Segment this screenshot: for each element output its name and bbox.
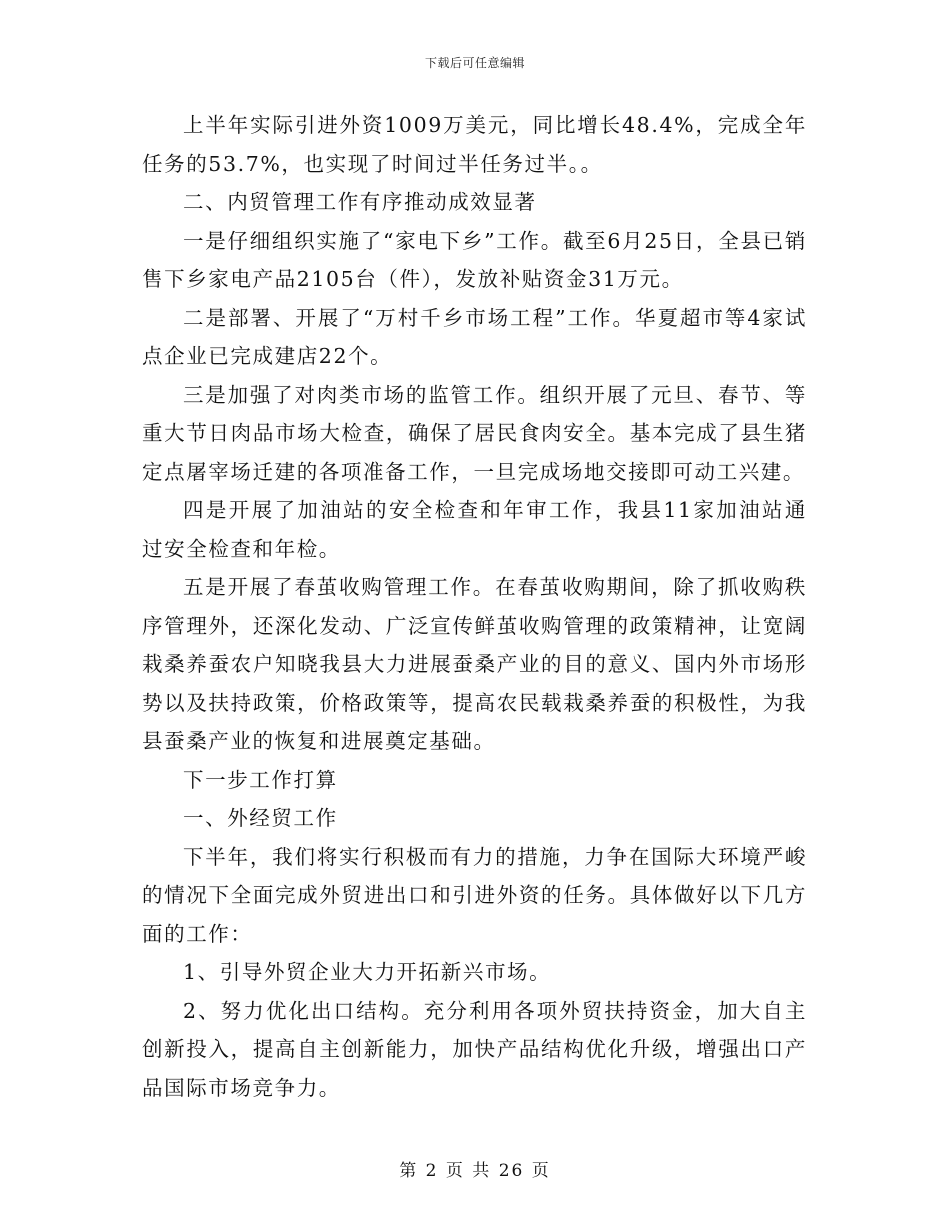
section-heading-next-steps: 下一步工作打算	[183, 767, 338, 792]
page-footer: 第 2 页 共 26 页	[399, 1161, 551, 1181]
paragraph-second-half-plan: 下半年，我们将实行积极而有力的措施，力争在国际大环境严峻的情况下全面完成外贸进出口和引进外资的任务。具体做好以下几方面的工作：	[142, 844, 807, 946]
paragraph-meat-market-supervision: 三是加强了对肉类市场的监管工作。组织开展了元旦、春节、等重大节日肉品市场大检查，确保了居民食肉安全。基本完成了县生猪定点屠宰场迁建的各项准备工作，一旦完成场地交接即可动工兴建。	[142, 382, 807, 484]
section-heading-domestic-trade: 二、内贸管理工作有序推动成效显著	[183, 190, 537, 214]
paragraph-village-market-project: 二是部署、开展了“万村千乡市场工程”工作。华夏超市等4家试点企业已完成建店22个。	[142, 305, 807, 368]
paragraph-gas-station-inspection: 四是开展了加油站的安全检查和年审工作，我县11家加油站通过安全检查和年检。	[142, 498, 807, 561]
paragraph-cocoon-purchase: 五是开展了春茧收购管理工作。在春茧收购期间，除了抓收购秩序管理外，还深化发动、广泛宣传鲜茧收购管理的政策精神，让宽阔栽桑养蚕农户知晓我县大力进展蚕桑产业的目的意义、国内外市场形势以及扶持政策，价格政策等，提高农民载栽桑养蚕的积极性，为我县蚕桑产业的恢复和进展奠定基础。	[142, 575, 807, 753]
paragraph-foreign-investment: 上半年实际引进外资1009万美元，同比增长48.4%，完成全年任务的53.7%，也实现了时间过半任务过半。。	[142, 113, 807, 176]
document-body	[142, 106, 807, 1107]
list-item-new-markets: 1、引导外贸企业大力开拓新兴市场。	[183, 960, 552, 984]
page-header: 下载后可任意编辑	[424, 56, 525, 70]
list-item-export-structure: 2、努力优化出口结构。充分利用各项外贸扶持资金，加大自主创新投入，提高自主创新能力，加快产品结构优化升级，增强出口产品国际市场竞争力。	[142, 998, 807, 1100]
section-heading-foreign-trade: 一、外经贸工作	[183, 806, 338, 830]
paragraph-home-appliances: 一是仔细组织实施了“家电下乡”工作。截至6月25日，全县已销售下乡家电产品2105台（件），发放补贴资金31万元。	[142, 228, 807, 291]
